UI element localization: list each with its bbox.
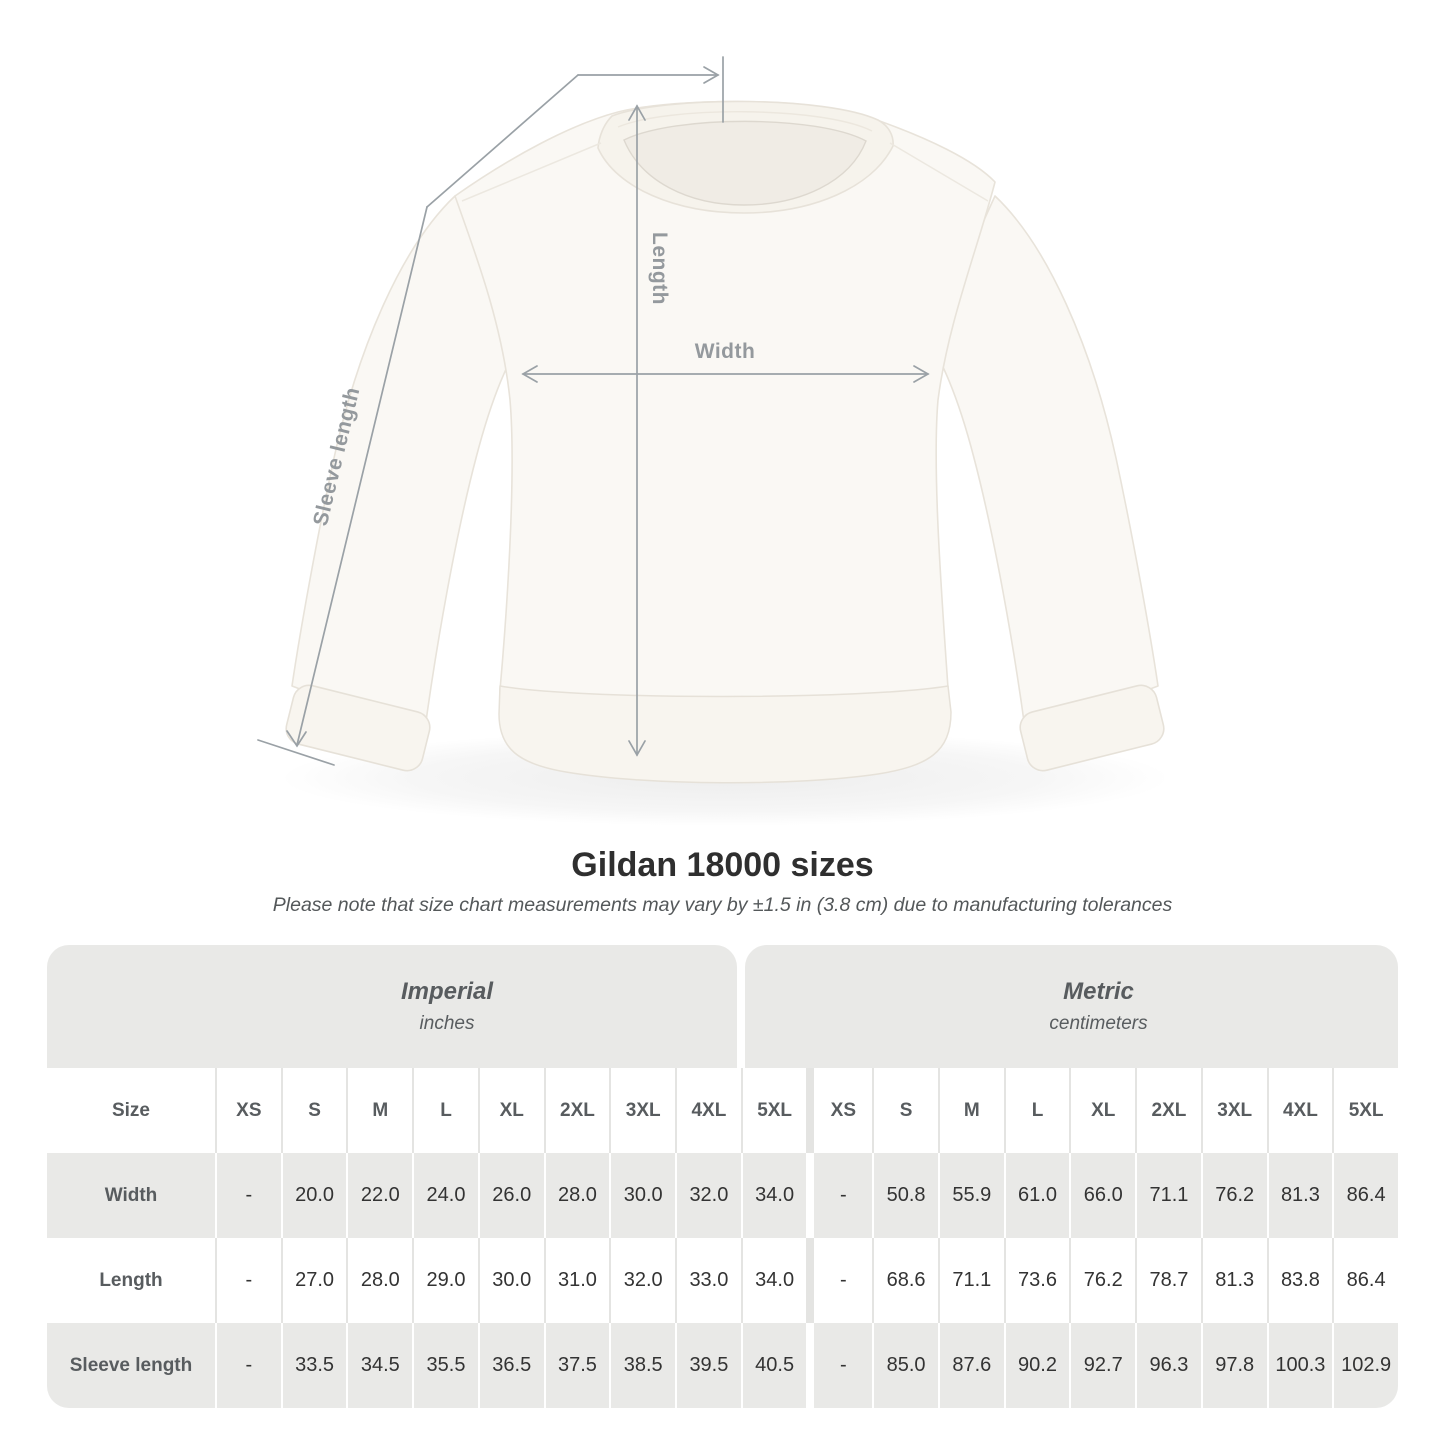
size-header: XS: [806, 1068, 872, 1153]
length-dimension-label: Length: [648, 232, 671, 305]
size-column-header: Size: [111, 1099, 151, 1121]
value-cell: 61.0: [1004, 1153, 1070, 1238]
value-cell: 28.0: [346, 1238, 412, 1323]
value-cell: 78.7: [1135, 1238, 1201, 1323]
value-cell: -: [806, 1238, 872, 1323]
value-cell: 92.7: [1069, 1323, 1135, 1408]
size-header: 5XL: [1332, 1068, 1398, 1153]
value-cell: 85.0: [872, 1323, 938, 1408]
value-cell: 30.0: [609, 1153, 675, 1238]
size-header: S: [281, 1068, 347, 1153]
value-cell: 32.0: [609, 1238, 675, 1323]
value-cell: 24.0: [412, 1153, 478, 1238]
value-cell: 71.1: [938, 1238, 1004, 1323]
size-header: M: [938, 1068, 1004, 1153]
size-header: L: [1004, 1068, 1070, 1153]
value-cell: -: [215, 1238, 281, 1323]
value-cell: 71.1: [1135, 1153, 1201, 1238]
value-cell: 76.2: [1201, 1153, 1267, 1238]
value-cell: 73.6: [1004, 1238, 1070, 1323]
unit-header-row: [47, 945, 1398, 1068]
value-cell: 38.5: [609, 1323, 675, 1408]
value-cell: 32.0: [675, 1153, 741, 1238]
value-cell: 37.5: [544, 1323, 610, 1408]
value-cell: 33.0: [675, 1238, 741, 1323]
value-cell: 55.9: [938, 1153, 1004, 1238]
value-cell: 20.0: [281, 1153, 347, 1238]
value-cell: 35.5: [412, 1323, 478, 1408]
value-cell: 102.9: [1332, 1323, 1398, 1408]
value-cell: 28.0: [544, 1153, 610, 1238]
value-cell: -: [215, 1323, 281, 1408]
size-header: 2XL: [544, 1068, 610, 1153]
metric-title: Metric: [1063, 978, 1134, 1005]
value-cell: 34.0: [741, 1153, 807, 1238]
size-header-row: [47, 1068, 1398, 1153]
row-label: Length: [99, 1269, 163, 1291]
value-cell: -: [806, 1323, 872, 1408]
size-header: 4XL: [675, 1068, 741, 1153]
size-table: [47, 945, 1398, 1408]
value-cell: 100.3: [1267, 1323, 1333, 1408]
value-cell: 26.0: [478, 1153, 544, 1238]
value-cell: 87.6: [938, 1323, 1004, 1408]
metric-unit: centimeters: [1049, 1013, 1148, 1034]
row-label: Width: [104, 1184, 158, 1206]
table-row-sleeve-length: [47, 1323, 1398, 1408]
tolerance-note: Please note that size chart measurements may vary by ±1.5 in (3.8 cm) due to manufacturing tolerances: [272, 894, 1173, 916]
imperial-header: [47, 945, 737, 1068]
value-cell: 34.0: [741, 1238, 807, 1323]
value-cell: 86.4: [1332, 1238, 1398, 1323]
page-title: Gildan 18000 sizes: [571, 846, 874, 884]
value-cell: -: [215, 1153, 281, 1238]
metric-header: [745, 945, 1398, 1068]
width-dimension-label: Width: [694, 340, 756, 363]
size-header: 4XL: [1267, 1068, 1333, 1153]
value-cell: 33.5: [281, 1323, 347, 1408]
size-header: 5XL: [741, 1068, 807, 1153]
size-header: XL: [1069, 1068, 1135, 1153]
value-cell: 83.8: [1267, 1238, 1333, 1323]
value-cell: 66.0: [1069, 1153, 1135, 1238]
size-header: XS: [215, 1068, 281, 1153]
size-header: L: [412, 1068, 478, 1153]
value-cell: 31.0: [544, 1238, 610, 1323]
value-cell: 97.8: [1201, 1323, 1267, 1408]
value-cell: 76.2: [1069, 1238, 1135, 1323]
value-cell: 81.3: [1267, 1153, 1333, 1238]
value-cell: 39.5: [675, 1323, 741, 1408]
value-cell: -: [806, 1153, 872, 1238]
value-cell: 96.3: [1135, 1323, 1201, 1408]
size-header: XL: [478, 1068, 544, 1153]
imperial-unit: inches: [419, 1013, 475, 1034]
value-cell: 29.0: [412, 1238, 478, 1323]
value-cell: 90.2: [1004, 1323, 1070, 1408]
waistband: [499, 686, 951, 783]
value-cell: 50.8: [872, 1153, 938, 1238]
size-header: 3XL: [1201, 1068, 1267, 1153]
value-cell: 27.0: [281, 1238, 347, 1323]
value-cell: 22.0: [346, 1153, 412, 1238]
imperial-title: Imperial: [400, 978, 494, 1005]
value-cell: 40.5: [741, 1323, 807, 1408]
value-cell: 86.4: [1332, 1153, 1398, 1238]
size-header: S: [872, 1068, 938, 1153]
size-header: M: [346, 1068, 412, 1153]
value-cell: 34.5: [346, 1323, 412, 1408]
sleeve-dimension-label: Sleeve length: [308, 384, 365, 529]
value-cell: 36.5: [478, 1323, 544, 1408]
value-cell: 30.0: [478, 1238, 544, 1323]
row-label: Sleeve length: [69, 1354, 193, 1376]
size-header: 3XL: [609, 1068, 675, 1153]
table-row-length: [47, 1238, 1398, 1323]
table-row-width: [47, 1153, 1398, 1238]
value-cell: 68.6: [872, 1238, 938, 1323]
size-header: 2XL: [1135, 1068, 1201, 1153]
value-cell: 81.3: [1201, 1238, 1267, 1323]
